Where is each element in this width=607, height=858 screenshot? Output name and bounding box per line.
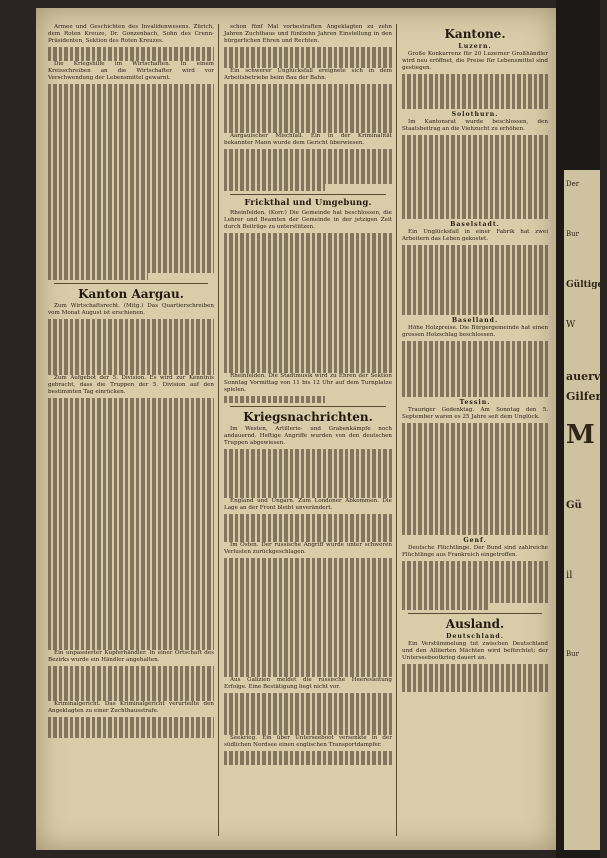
- text-lines: [402, 383, 548, 390]
- text-lines: [402, 348, 548, 355]
- text-lines: [48, 601, 214, 608]
- text-lines: [48, 217, 214, 224]
- article-paragraph: Zum Aufgebot der 5. Division. Es wird zur Kenntnis gebracht, dass die Truppen der 5. Division auf den bestimmten Tag einrücken.: [48, 375, 214, 395]
- text-lines: [224, 156, 392, 163]
- text-lines: [224, 98, 392, 105]
- text-lines: [224, 565, 392, 572]
- text-lines: [224, 282, 392, 289]
- text-lines: [402, 596, 548, 603]
- text-lines: [224, 579, 392, 586]
- text-lines: [402, 362, 548, 369]
- text-lines: [48, 680, 214, 687]
- neighbor-fragment: Gilfer: [566, 390, 602, 403]
- section-heading-frickthal: Frickthal und Umgebung.: [244, 198, 372, 208]
- text-lines: [402, 259, 548, 266]
- text-lines: [402, 437, 548, 444]
- text-lines: [48, 559, 214, 566]
- text-lines: [402, 486, 548, 493]
- article-paragraph: Rheinfelden. Die Stadtmusik wird zu Ehren der Sektion Sonntag Vormittag von 11 bis 12 Uhr auf dem Turnplatze spielen.: [224, 373, 392, 393]
- text-lines: [402, 528, 548, 535]
- article-paragraph: Kriminalgericht. Das Kriminalgericht verurteilte den Angeklagten zu einer Zuchthausstrafe.: [48, 701, 214, 714]
- text-lines: [224, 126, 392, 133]
- column-2: [224, 24, 392, 840]
- text-lines: [224, 572, 392, 579]
- text-lines: [48, 440, 214, 447]
- text-lines: [402, 575, 548, 582]
- article-paragraph: Armee und Geschichten des Invalidenwesens. Zürich, dem Roten Kreuze, Dr. Gonzenbach, Sohn des Crenn-Präsidenten, Sektion des Roten Kreuzes.: [48, 24, 214, 44]
- text-lines: [224, 663, 392, 670]
- text-lines: [48, 636, 214, 643]
- text-lines: [48, 47, 214, 54]
- column-1: [48, 24, 214, 840]
- text-lines: [224, 61, 392, 68]
- text-lines: [224, 521, 392, 528]
- text-lines: [402, 294, 548, 301]
- text-lines: [402, 472, 548, 479]
- text-lines: [48, 552, 214, 559]
- place-heading: Baselland.: [451, 317, 499, 324]
- text-lines: [402, 678, 548, 685]
- text-lines: [224, 535, 392, 542]
- text-lines: [402, 685, 548, 692]
- text-lines: [48, 643, 214, 650]
- text-lines: [224, 119, 392, 126]
- article-paragraph: Trauriger Gedenktag. Am Sonntag den 5. September waren es 25 Jahre seit dem Unglück.: [402, 407, 548, 420]
- text-lines: [48, 119, 214, 126]
- text-lines: [48, 210, 214, 217]
- text-lines: [402, 177, 548, 184]
- text-lines: [224, 728, 392, 735]
- text-lines: [224, 84, 392, 91]
- text-lines: [224, 656, 392, 663]
- text-lines: [224, 112, 392, 119]
- text-lines: [48, 91, 214, 98]
- text-lines: [48, 496, 214, 503]
- text-lines: [48, 252, 214, 259]
- article-paragraph: Große Konkurrenz für 20 Luzerner Großhändler wird neu eröffnet, die Preise für Lebensmittel sind gestiegen.: [402, 51, 548, 71]
- text-lines: [224, 621, 392, 628]
- text-lines: [224, 514, 392, 521]
- text-lines: [402, 507, 548, 514]
- text-lines: [48, 622, 214, 629]
- text-lines: [48, 426, 214, 433]
- neighbor-fragment: W: [566, 320, 576, 330]
- text-lines: [224, 600, 392, 607]
- text-lines: [48, 666, 214, 673]
- text-lines: [224, 484, 392, 491]
- text-lines: [48, 594, 214, 601]
- article-paragraph: Im Osten. Der russische Angriff wurde unter schweren Verlusten zurückgeschlagen.: [224, 542, 392, 555]
- text-lines: [224, 670, 392, 677]
- article-paragraph: Rheinfelden. (Korr.) Die Gemeinde hat beschlossen, die Lehrer und Beamten der Gemeinde in der jetzigen Zeit durch Beiträge zu unterstützen.: [224, 210, 392, 230]
- article-paragraph: Im Kantonsrat wurde beschlossen, den Staatsbeitrag an die Viehzucht zu erhöhen.: [402, 119, 548, 132]
- text-lines: [402, 301, 548, 308]
- text-lines: [48, 524, 214, 531]
- text-lines: [224, 47, 392, 54]
- text-lines: [48, 182, 214, 189]
- text-lines: [224, 317, 392, 324]
- text-lines: [224, 607, 392, 614]
- text-lines: [48, 573, 214, 580]
- text-lines: [48, 433, 214, 440]
- text-lines: [224, 635, 392, 642]
- text-lines: [48, 368, 214, 375]
- column-3: [402, 24, 548, 840]
- text-lines: [224, 586, 392, 593]
- text-lines: [48, 347, 214, 354]
- text-lines: [402, 88, 548, 95]
- text-lines: [48, 468, 214, 475]
- text-lines: [224, 714, 392, 721]
- text-lines: [48, 231, 214, 238]
- neighbor-fragment: auerve: [566, 370, 607, 383]
- text-lines: [224, 170, 392, 177]
- text-lines: [48, 105, 214, 112]
- article-paragraph: Ein Verstümmelung tut zwischen Deutschland und den Alliierten Mächten wird befürchtet; der Unterseebootkrieg dauert an.: [402, 641, 548, 661]
- text-lines: [402, 430, 548, 437]
- article-paragraph: Zum Wirtschaftsrecht. (Mitg.) Das Quartierschreiben vom Monat August ist erschienen.: [48, 303, 214, 316]
- text-lines: [224, 449, 392, 456]
- text-lines: [402, 184, 548, 191]
- divider: [54, 283, 208, 284]
- text-lines: [402, 369, 548, 376]
- article-paragraph: Ein schwerer Unglücksfall ereignete sich in dem Arbeitsbetriebe beim Bau der Bahn.: [224, 68, 392, 81]
- place-heading: Deutschland.: [446, 633, 504, 640]
- text-lines: [224, 463, 392, 470]
- neighbor-page-edge: [564, 170, 607, 850]
- text-lines: [48, 503, 214, 510]
- text-lines: [48, 475, 214, 482]
- text-lines: [48, 161, 214, 168]
- text-lines: [224, 54, 392, 61]
- text-lines: [48, 354, 214, 361]
- place-heading: Baselstadt.: [450, 221, 500, 228]
- text-lines: [48, 168, 214, 175]
- text-lines: [402, 245, 548, 252]
- text-lines: [402, 156, 548, 163]
- article-paragraph: Höhe Holzpreise. Die Bürgergemeinde hat einen grossen Holzschlag beschlossen.: [402, 325, 548, 338]
- text-lines: [224, 359, 392, 366]
- text-lines: [224, 700, 392, 707]
- text-lines: [402, 273, 548, 280]
- text-lines: [402, 163, 548, 170]
- text-lines: [224, 91, 392, 98]
- text-lines: [224, 331, 392, 338]
- text-lines: [224, 642, 392, 649]
- text-lines: [48, 133, 214, 140]
- article-paragraph: Seekrieg. Ein über Unterseeboot versenkte in der südlichen Nordsee einen englischen Transportdampfer.: [224, 735, 392, 748]
- text-lines: [402, 376, 548, 383]
- text-lines: [224, 310, 392, 317]
- text-lines: [48, 189, 214, 196]
- text-lines: [224, 649, 392, 656]
- text-lines: [224, 324, 392, 331]
- article-paragraph: Im Westen, Artillerie- und Grabenkämpfe noch andauernd. Heftige Angriffe wurden von den deutschen Truppen abgewiesen.: [224, 426, 392, 446]
- newspaper-page: [36, 8, 556, 850]
- text-lines: [224, 693, 392, 700]
- text-lines: [224, 470, 392, 477]
- text-lines: [224, 261, 392, 268]
- text-lines: [224, 528, 392, 535]
- text-lines: [224, 477, 392, 484]
- text-lines: [48, 326, 214, 333]
- text-lines: [48, 454, 214, 461]
- text-lines: [224, 721, 392, 728]
- column-rule: [396, 24, 397, 836]
- text-lines: [48, 717, 214, 724]
- text-lines: [224, 456, 392, 463]
- text-lines: [48, 673, 214, 680]
- place-heading: Luzern.: [458, 43, 492, 50]
- text-lines: [48, 333, 214, 340]
- text-lines: [224, 163, 392, 170]
- text-lines: [402, 198, 548, 205]
- text-lines: [48, 54, 214, 61]
- divider: [230, 194, 386, 195]
- text-lines: [224, 396, 325, 403]
- text-lines: [48, 245, 214, 252]
- text-lines: [224, 149, 392, 156]
- text-lines: [48, 461, 214, 468]
- text-lines: [48, 545, 214, 552]
- text-lines: [48, 419, 214, 426]
- article-paragraph: Ein unpassierter Kupferhändler. In einer Ortschaft des Bezirks wurde ein Händler angehalten.: [48, 650, 214, 663]
- article-paragraph: Aargauischer Mischfall. Ein in der Kriminalität bekannter Mann wurde dem Gericht überwiesen.: [224, 133, 392, 146]
- text-lines: [402, 212, 548, 219]
- text-lines: [402, 561, 548, 568]
- text-lines: [402, 102, 548, 109]
- text-lines: [402, 514, 548, 521]
- text-lines: [402, 205, 548, 212]
- article-paragraph: Die Kriegshilfe im Wirtschaften. In einem Kreisschreiben an die Wirtschafter wird vor Verschwendung der Lebensmittel gewarnt.: [48, 61, 214, 81]
- text-lines: [224, 240, 392, 247]
- text-lines: [224, 303, 392, 310]
- text-lines: [224, 177, 392, 184]
- section-heading-ausland: Ausland.: [445, 617, 505, 631]
- text-lines: [224, 491, 392, 498]
- text-lines: [48, 412, 214, 419]
- divider: [230, 406, 386, 407]
- text-lines: [224, 751, 392, 758]
- neighbor-fragment: Gültige: [566, 280, 604, 290]
- text-lines: [402, 671, 548, 678]
- text-lines: [48, 112, 214, 119]
- text-lines: [48, 694, 214, 701]
- text-lines: [48, 489, 214, 496]
- text-lines: [402, 479, 548, 486]
- text-lines: [402, 390, 548, 397]
- article-paragraph: Ein Unglücksfall in einer Fabrik hat zwei Arbeitern das Leben gekostet.: [402, 229, 548, 242]
- article-paragraph: Aus Galizien meldet die russische Heeresleitung Erfolge. Eine Bestätigung liegt nicht vor.: [224, 677, 392, 690]
- text-lines: [48, 724, 214, 731]
- text-lines: [402, 458, 548, 465]
- text-lines: [224, 366, 392, 373]
- text-lines: [402, 149, 548, 156]
- text-lines: [402, 341, 548, 348]
- text-lines: [402, 568, 548, 575]
- text-lines: [224, 254, 392, 261]
- text-lines: [48, 538, 214, 545]
- neighbor-fragment: Bur: [566, 230, 579, 238]
- text-lines: [48, 361, 214, 368]
- text-lines: [224, 296, 392, 303]
- text-lines: [402, 81, 548, 88]
- text-lines: [48, 731, 214, 738]
- text-lines: [224, 268, 392, 275]
- neighbor-fragment: Bur: [566, 650, 579, 658]
- text-lines: [402, 493, 548, 500]
- text-lines: [402, 252, 548, 259]
- article-paragraph: schon fünf Mal vorbestraften Angeklagten zu zehn Jahren Zuchthaus und fünfzehn Jahren Einstellung in den bürgerlichen Ehren und Rechten.: [224, 24, 392, 44]
- text-lines: [48, 340, 214, 347]
- text-lines: [48, 273, 148, 280]
- text-lines: [48, 98, 214, 105]
- text-lines: [48, 580, 214, 587]
- neighbor-fragment: Der: [566, 180, 580, 188]
- text-lines: [48, 629, 214, 636]
- text-lines: [224, 558, 392, 565]
- section-heading-aargau: Kanton Aargau.: [78, 287, 184, 301]
- text-lines: [48, 196, 214, 203]
- section-heading-krieg: Kriegsnachrichten.: [243, 410, 373, 424]
- text-lines: [224, 707, 392, 714]
- neighbor-fragment: M: [566, 420, 595, 450]
- text-lines: [402, 191, 548, 198]
- text-lines: [224, 628, 392, 635]
- text-lines: [224, 105, 392, 112]
- text-lines: [402, 170, 548, 177]
- text-lines: [402, 500, 548, 507]
- text-lines: [48, 140, 214, 147]
- text-lines: [402, 287, 548, 294]
- text-lines: [48, 203, 214, 210]
- article-paragraph: England und Ungarn. Zum Londoner Abkommen. Die Lage an der Front bleibt unverändert.: [224, 498, 392, 511]
- text-lines: [402, 603, 490, 610]
- text-lines: [48, 319, 214, 326]
- text-lines: [48, 531, 214, 538]
- text-lines: [48, 608, 214, 615]
- text-lines: [402, 451, 548, 458]
- text-lines: [48, 259, 214, 266]
- neighbor-fragment: il: [566, 570, 573, 581]
- text-lines: [402, 74, 548, 81]
- text-lines: [224, 352, 392, 359]
- place-heading: Tessin.: [459, 399, 491, 406]
- text-lines: [224, 338, 392, 345]
- text-lines: [402, 465, 548, 472]
- text-lines: [48, 154, 214, 161]
- text-lines: [402, 582, 548, 589]
- place-heading: Solothurn.: [451, 111, 499, 118]
- article-paragraph: Deutsche Flüchtlinge. Der Bund sind zahlreiche Flüchtlinge aus Frankreich eingetroffen.: [402, 545, 548, 558]
- text-lines: [48, 447, 214, 454]
- text-lines: [402, 444, 548, 451]
- text-lines: [48, 510, 214, 517]
- text-lines: [402, 135, 548, 142]
- text-lines: [48, 482, 214, 489]
- text-lines: [224, 247, 392, 254]
- text-lines: [224, 593, 392, 600]
- text-lines: [224, 184, 325, 191]
- text-lines: [402, 423, 548, 430]
- text-lines: [224, 275, 392, 282]
- text-lines: [48, 238, 214, 245]
- text-lines: [402, 521, 548, 528]
- text-lines: [402, 308, 548, 315]
- text-lines: [402, 142, 548, 149]
- divider: [408, 613, 542, 614]
- text-lines: [48, 566, 214, 573]
- text-lines: [48, 687, 214, 694]
- section-heading-kantone: Kantone.: [444, 27, 506, 41]
- text-lines: [402, 95, 548, 102]
- text-lines: [48, 398, 214, 405]
- neighbor-fragment: Gü: [566, 500, 582, 511]
- text-lines: [224, 289, 392, 296]
- text-lines: [224, 345, 392, 352]
- text-lines: [402, 664, 548, 671]
- text-lines: [48, 266, 214, 273]
- column-rule: [218, 24, 219, 836]
- text-lines: [402, 266, 548, 273]
- text-lines: [48, 126, 214, 133]
- text-lines: [48, 405, 214, 412]
- place-heading: Genf.: [463, 537, 487, 544]
- text-lines: [48, 84, 214, 91]
- text-lines: [48, 147, 214, 154]
- text-lines: [402, 355, 548, 362]
- text-lines: [224, 758, 392, 765]
- text-lines: [48, 587, 214, 594]
- text-lines: [48, 175, 214, 182]
- text-lines: [402, 280, 548, 287]
- text-lines: [402, 589, 548, 596]
- text-lines: [48, 517, 214, 524]
- text-lines: [48, 615, 214, 622]
- text-lines: [224, 614, 392, 621]
- text-lines: [48, 224, 214, 231]
- text-lines: [224, 233, 392, 240]
